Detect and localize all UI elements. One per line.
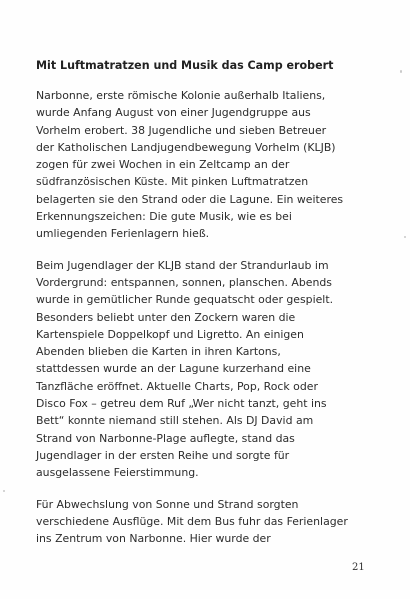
text-line: Vorhelm erobert. 38 Jugendliche und sieben Betreuer — [36, 123, 327, 137]
text-line: Strand von Narbonne-Plage auflegte, stand das — [36, 431, 295, 445]
paragraph-3 — [36, 496, 376, 548]
text-line: Besonders beliebt unter den Zockern waren die — [36, 310, 296, 324]
page-number: 21 — [352, 562, 365, 573]
scan-speck — [400, 70, 402, 73]
text-line: Beim Jugendlager der KLJB stand der Strandurlaub im — [36, 258, 329, 272]
text-line: der Katholischen Landjugendbewegung Vorhelm (KLJB) — [36, 140, 336, 154]
text-line: wurde in gemütlicher Runde gequatscht oder gespielt. — [36, 293, 334, 307]
text-line: umliegenden Ferienlagern hieß. — [36, 227, 210, 241]
text-line: Erkennungszeichen: Die gute Musik, wie es bei — [36, 210, 292, 224]
text-line: Tanzfläche eröffnet. Aktuelle Charts, Pop, Rock oder — [36, 379, 318, 393]
text-line: Jugendlager in der ersten Reihe und sorgte für — [36, 448, 290, 462]
text-line: Vordergrund: entspannen, sonnen, planschen. Abends — [36, 275, 332, 289]
text-line: Narbonne, erste römische Kolonie außerhalb Italiens, — [36, 89, 326, 102]
text-line: zogen für zwei Wochen in ein Zeltcamp an der — [36, 158, 290, 172]
scan-speck — [3, 490, 5, 492]
article-heading: Mit Luftmatratzen und Musik das Camp erobert — [36, 59, 334, 72]
text-line: Abenden blieben die Karten in ihren Kartons, — [36, 345, 281, 359]
text-line: Disco Fox – getreu dem Ruf „Wer nicht tanzt, geht ins — [36, 397, 327, 411]
text-line: stattdessen wurde an der Lagune kurzerhand eine — [36, 362, 311, 376]
text-line: ins Zentrum von Narbonne. Hier wurde der — [36, 532, 271, 546]
scan-speck — [404, 236, 406, 238]
article-body — [36, 57, 376, 561]
text-line: belagerten sie den Strand oder die Lagune. Ein weiteres — [36, 192, 344, 206]
text-line: verschiedene Ausflüge. Mit dem Bus fuhr das Ferienlager — [36, 514, 348, 528]
text-line: südfranzösischen Küste. Mit pinken Luftmatratzen — [36, 175, 309, 189]
text-line: ausgelassene Feierstimmung. — [36, 466, 199, 480]
paragraph-2 — [36, 257, 376, 482]
text-line: Bett“ konnte niemand still stehen. Als DJ David am — [36, 414, 314, 428]
text-line: wurde Anfang August von einer Jugendgruppe aus — [36, 106, 311, 120]
text-line: Für Abwechslung von Sonne und Strand sorgten — [36, 497, 299, 511]
paragraph-1 — [36, 87, 376, 243]
text-line: Kartenspiele Doppelkopf und Ligretto. An einigen — [36, 327, 304, 341]
